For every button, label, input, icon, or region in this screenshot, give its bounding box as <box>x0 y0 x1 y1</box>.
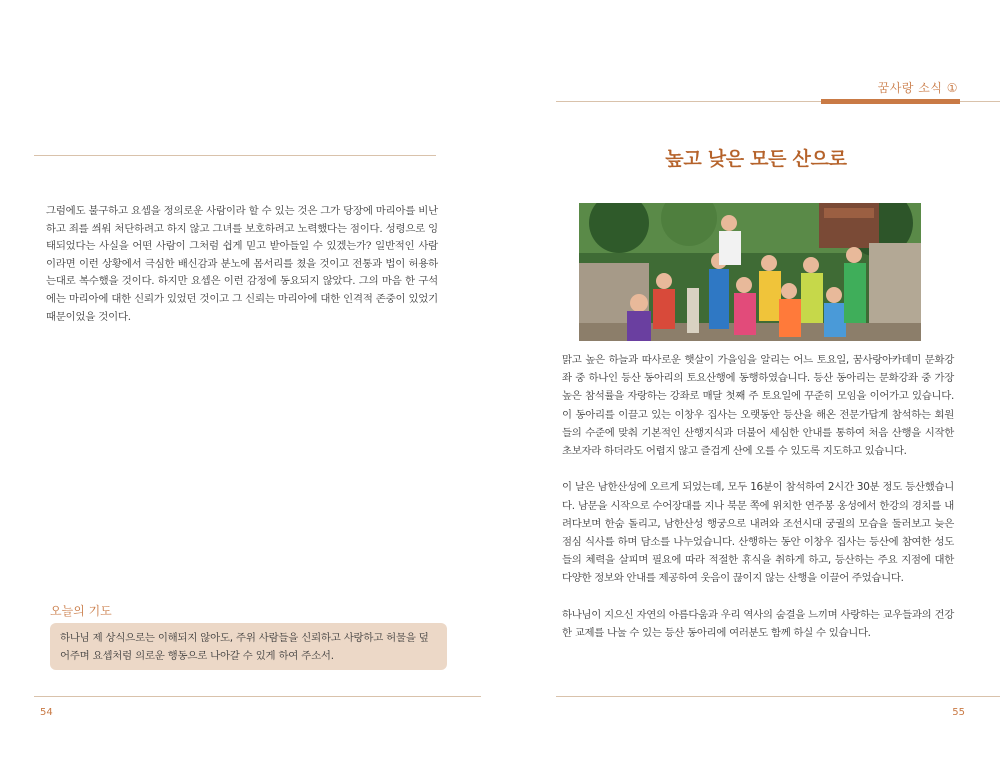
section-label: 꿈사랑 소식 ① <box>877 81 958 95</box>
bottom-divider <box>34 696 481 697</box>
page-number: 55 <box>952 707 965 718</box>
accent-bar <box>821 99 960 104</box>
prayer-text: 하나님 제 상식으로는 이해되지 않아도, 주위 사람들을 신뢰하고 사랑하고 허물을 덮어주며 요셉처럼 의로운 행동으로 나아갈 수 있게 하여 주소서. <box>60 632 429 662</box>
paragraph: 하나님이 지으신 자연의 아름다움과 우리 역사의 숨결을 느끼며 사랑하는 교우들과의 건강한 교제를 나눌 수 있는 등산 동아리에 여러분도 함께 하실 수 있습니다. <box>562 608 954 640</box>
bottom-divider <box>556 696 1000 697</box>
paragraph: 이 날은 남한산성에 오르게 되었는데, 모두 16분이 참석하여 2시간 30분 정도 등산했습니다. 남문을 시작으로 수어장대를 지나 북문 쪽에 위치한 연주봉 옹성에서 한강의 경치를 내려다보며 한숨 돌리고, 남한산성 행궁으로 내려와 조선시대 궁궐의 모습을 둘러보고 늦은 점심 식사를 하며 담소를 나누었습니다. 산행하는 동안 이창우 집사는 등산에 참여한 성도들의 체력을 살피며 필요에 따라 적절한 휴식을 취하게 하고, 등산하는 주요 지점에 대한 다양한 정보와 안내를 제공하여 웃음이 끊이지 않는 산행을 이끌어 주었습니다. <box>562 481 954 585</box>
page-number: 54 <box>40 707 53 718</box>
article-body <box>562 351 954 660</box>
prayer-box <box>50 623 447 670</box>
article-title: 높고 낮은 모든 산으로 <box>665 148 847 170</box>
prayer-heading: 오늘의 기도 <box>50 604 112 618</box>
top-divider <box>34 155 436 156</box>
paragraph: 맑고 높은 하늘과 따사로운 햇살이 가을임을 알리는 어느 토요일, 꿈사랑아카데미 문화강좌 중 하나인 등산 동아리의 토요산행에 동행하였습니다. 등산 동아리는 문화강좌 중 가장 높은 참석률을 자랑하는 강좌로 매달 첫째 주 토요일에 꾸준히 모임을 이어가고 있습니다. 이 동아리를 이끌고 있는 이창우 집사는 오랫동안 등산을 해온 전문가답게 참석하는 회원들의 수준에 맞춰 기본적인 산행지식과 더불어 세심한 안내를 통하여 처음 산행을 시작한 초보자라 하더라도 어렵지 않고 즐겁게 산에 오를 수 있도록 지도하고 있습니다. <box>562 354 954 458</box>
group-hiking-photo <box>579 203 921 341</box>
body-text: 그럼에도 불구하고 요셉을 정의로운 사람이라 할 수 있는 것은 그가 당장에 마리아를 비난하고 죄를 씌워 처단하려고 하지 않고 그녀를 보호하려고 노력했다는 점이다. 성령으로 잉태되었다는 사실을 어떤 사람이 그처럼 쉽게 믿고 받아들일 수 있겠는가? 일반적인 사람이라면 이런 상황에서 극심한 배신감과 분노에 몸서리를 쳤을 것이고 전통과 법이 허용하는대로 복수했을 것이다. 하지만 요셉은 이런 감정에 동요되지 않았다. 그의 마음 한 구석에는 마리아에 대한 신뢰가 있었던 것이고 그 신뢰는 마리아에 대한 인격적 존중이 있었기 때문이었을 것이다. <box>46 205 438 323</box>
right-page <box>500 0 1000 772</box>
